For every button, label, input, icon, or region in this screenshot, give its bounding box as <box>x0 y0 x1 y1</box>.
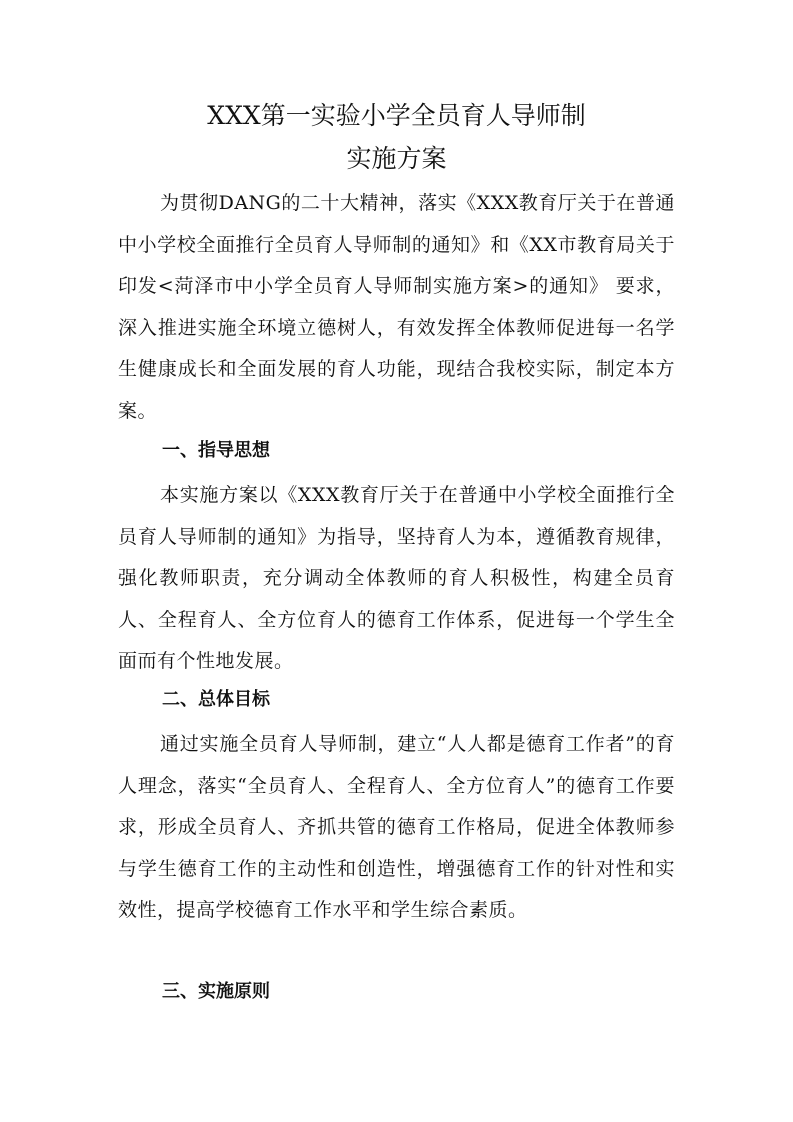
section-paragraph-guiding-ideology: 本实施方案以《XXX教育厅关于在普通中小学校全面推行全员育人导师制的通知》为指导，坚持育人为本，遵循教育规律，强化教师职责，充分调动全体教师的育人积极性，构建全员育人、全程育人、全方位育人的德育工作体系，促进每一个学生全面而有个性地发展。 <box>118 484 675 672</box>
section-heading-overall-goal: 二、总体目标 <box>162 689 270 710</box>
intro-paragraph: 为贯彻DANG的二十大精神，落实《XXX教育厅关于在普通中小学校全面推行全员育人导师制的通知》和《XX市教育局关于印发<菏泽市中小学全员育人导师制实施方案>的通知》 要求，深入推进实施全环境立德树人，有效发挥全体教师促进每一名学生健康成长和全面发展的育人功能，现结合我校实际，制定本方案。 <box>118 192 675 422</box>
section-heading-guiding-ideology: 一、指导思想 <box>162 440 270 461</box>
section-paragraph-overall-goal: 通过实施全员育人导师制，建立“人人都是德育工作者”的育人理念，落实“全员育人、全程育人、全方位育人”的德育工作要求，形成全员育人、齐抓共管的德育工作格局，促进全体教师参与学生德育工作的主动性和创造性，增强德育工作的针对性和实效性，提高学校德育工作水平和学生综合素质。 <box>118 733 675 921</box>
section-heading-principles: 三、实施原则 <box>162 981 270 1002</box>
document-title-line2: 实施方案 <box>346 144 447 173</box>
document-title-line1: XXX第一实验小学全员育人导师制 <box>207 101 586 130</box>
